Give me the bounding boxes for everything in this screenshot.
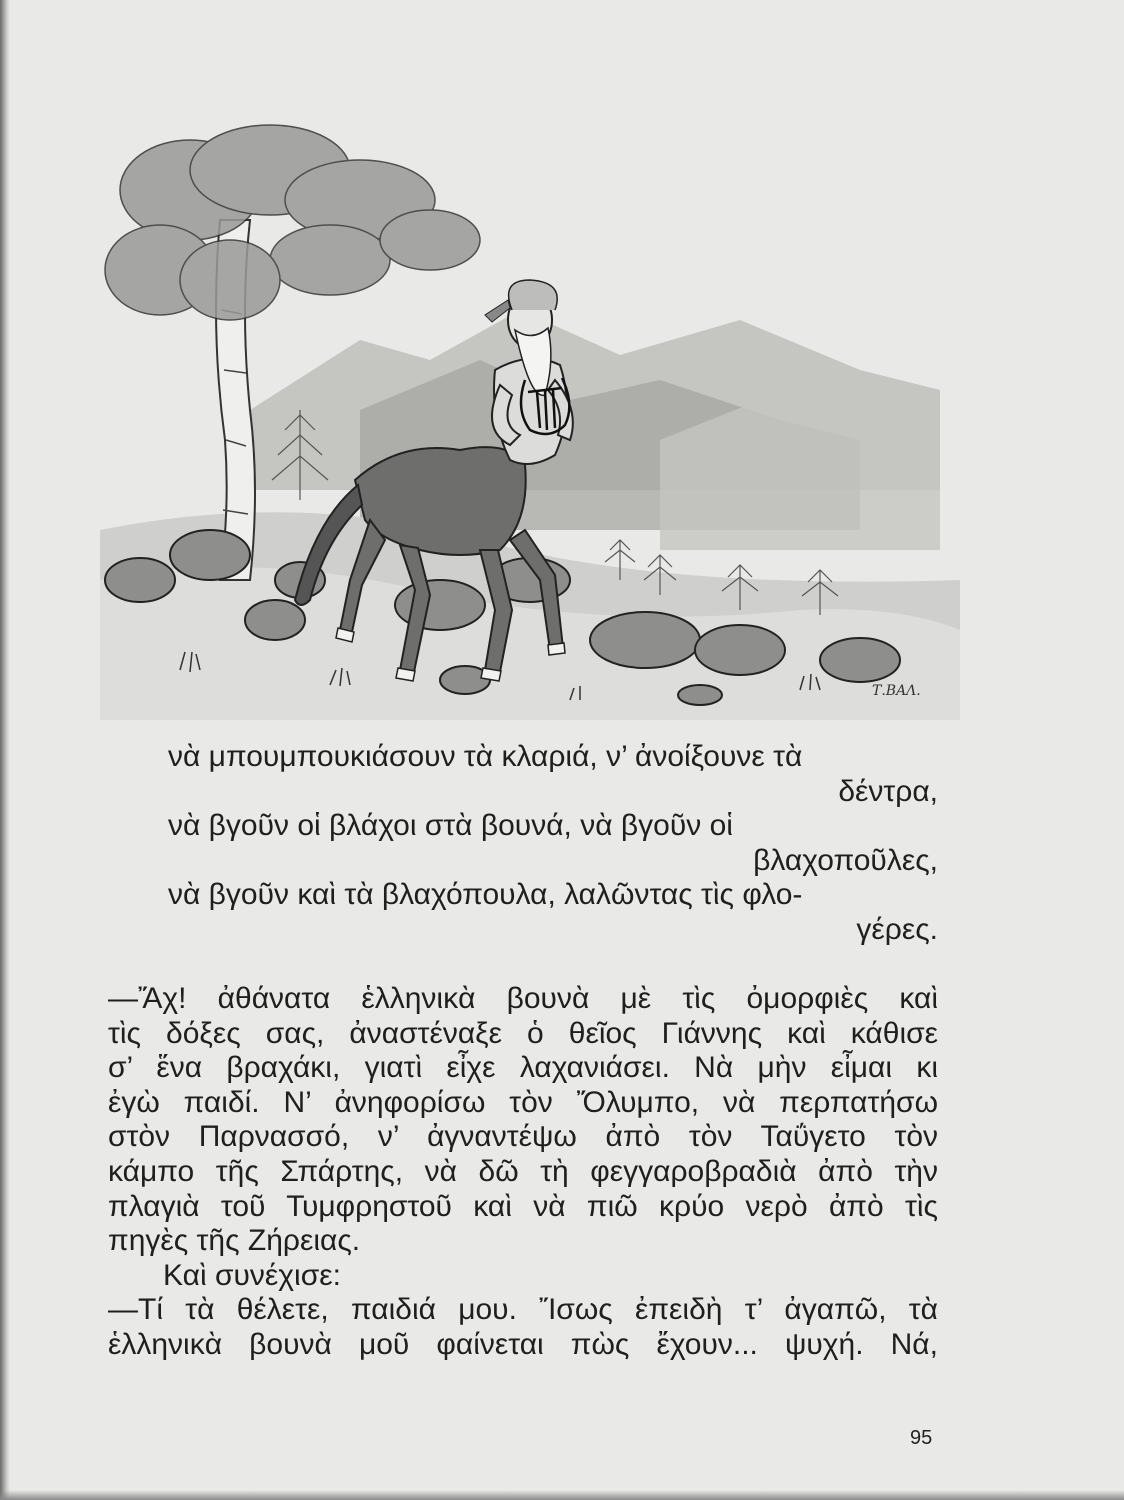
prose-line: ἑλληνικὰ βουνὰ μοῦ φαίνεται πὼς ἔχουν... ψυχή. Νά,	[108, 1327, 938, 1361]
verse-line: νὰ βγοῦν καὶ τὰ βλαχόπουλα, λαλῶντας τὶς φλο-	[168, 878, 803, 912]
prose-line: κάμπο τῆς Σπάρτης, νὰ δῶ τὴ φεγγαροβραδιὰ ἀπὸ τὴν	[108, 1154, 938, 1188]
page-bottom-shadow	[0, 1490, 1124, 1500]
prose-line: Καὶ συνέχισε:	[163, 1258, 341, 1292]
verse-line: δέντρα,	[838, 774, 938, 808]
prose-line: στὸν Παρνασσό, ν’ ἀγναντέψω ἀπὸ τὸν Ταΰγετο τὸν	[108, 1120, 938, 1154]
poem-stanza	[108, 740, 938, 948]
verse-line: βλαχοποῦλες,	[753, 843, 938, 877]
prose-line: —Ἄχ! ἀθάνατα ἑλληνικὰ βουνὰ μὲ τὶς ὀμορφιὲς καὶ	[108, 982, 938, 1015]
centaur-illustration	[100, 110, 1060, 720]
prose-line: πλαγιὰ τοῦ Τυμφρηστοῦ καὶ νὰ πιῶ κρύο νερὸ ἀπὸ τὶς	[108, 1189, 938, 1223]
page-edge-shadow	[0, 0, 10, 1500]
prose-line: τὶς δόξες σας, ἀναστέναξε ὁ θεῖος Γιάννης καὶ κάθισε	[108, 1016, 938, 1050]
page-number: 95	[910, 1427, 933, 1449]
verse-line: νὰ μπουμπουκιάσουν τὰ κλαριά, ν’ ἀνοίξουνε τὰ	[168, 740, 803, 773]
prose-line: σ’ ἕνα βραχάκι, γιατὶ εἶχε λαχανιάσει. Νὰ μὴν εἶμαι κι	[108, 1051, 938, 1085]
centaur-drawing	[100, 110, 1060, 720]
prose-line: πηγὲς τῆς Ζήρειας.	[108, 1224, 361, 1258]
prose-line: ἐγὼ παιδί. Ν’ ἀνηφορίσω τὸν Ὄλυμπο, νὰ περπατήσω	[108, 1085, 938, 1119]
verse-line: γέρες.	[856, 912, 938, 946]
illustrator-signature: Τ.ΒΑΛ.	[872, 683, 921, 699]
prose-line: —Τί τὰ θέλετε, παιδιά μου. Ἴσως ἐπειδὴ τ’ ἀγαπῶ, τὰ	[108, 1293, 938, 1327]
prose-paragraphs	[108, 982, 938, 1363]
verse-line: νὰ βγοῦν οἱ βλάχοι στὰ βουνά, νὰ βγοῦν οἱ	[168, 809, 733, 843]
